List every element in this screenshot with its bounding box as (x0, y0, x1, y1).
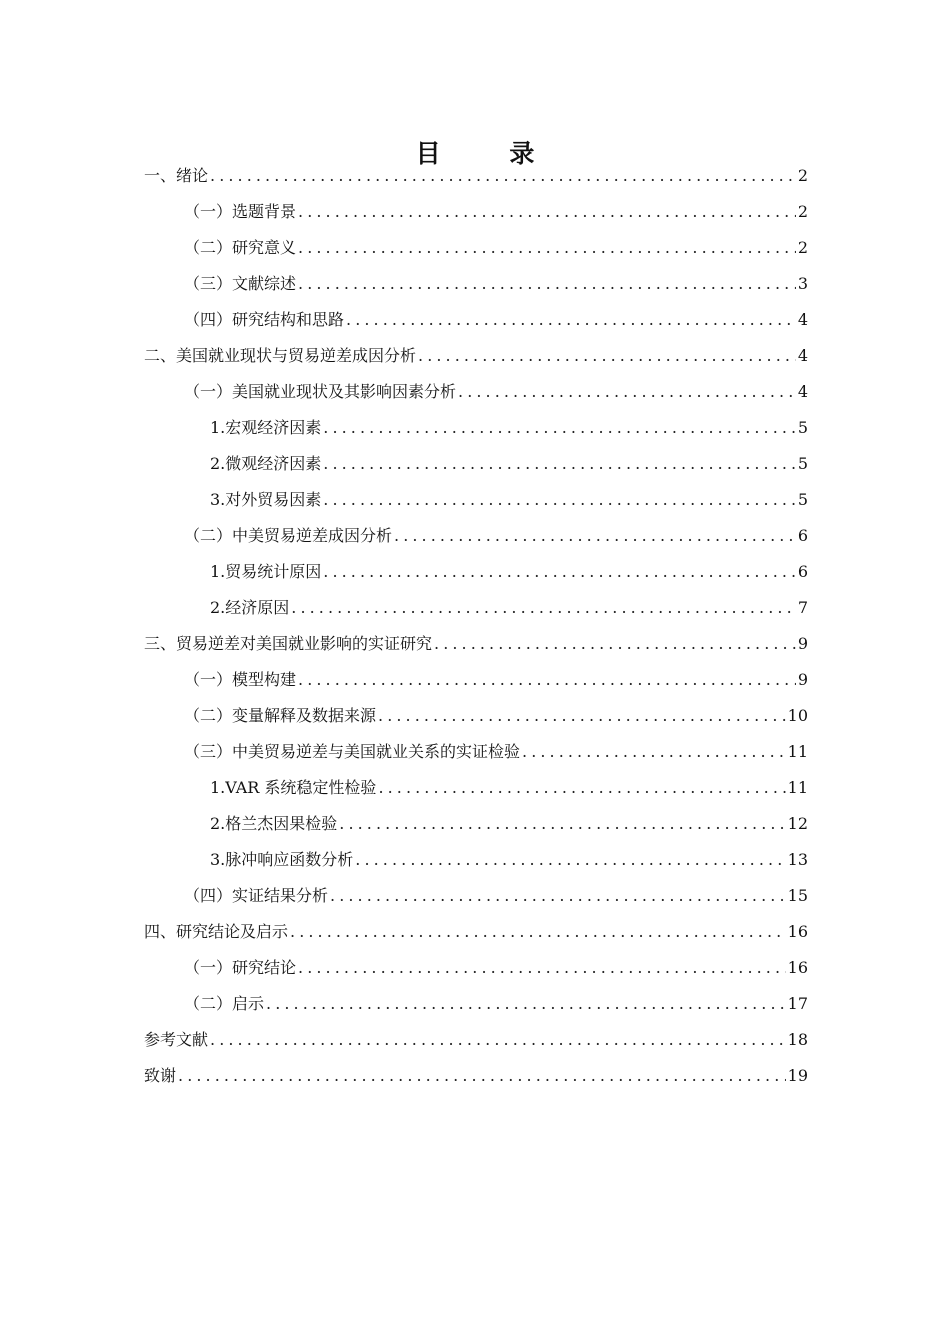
toc-entry-page-number: 12 (787, 814, 808, 833)
toc-entry-page-number: 3 (797, 274, 808, 293)
toc-entry-page-number: 10 (787, 706, 808, 725)
toc-entry-page-number: 2 (797, 166, 808, 185)
toc-entry-title: （一）选题背景 (184, 202, 297, 221)
toc-entry-page-number: 15 (787, 886, 808, 905)
toc-entry[interactable] (144, 302, 808, 338)
toc-entry[interactable] (144, 1022, 808, 1058)
toc-entry[interactable] (144, 770, 808, 806)
toc-dot-leader (291, 598, 796, 618)
toc-entry-title: （二）变量解释及数据来源 (184, 706, 377, 725)
toc-entry-page-number: 11 (787, 742, 808, 761)
toc-dot-leader (323, 454, 796, 474)
toc-entry-page-number: 9 (797, 634, 808, 653)
toc-dot-leader (323, 562, 796, 582)
toc-entry-page-number: 5 (797, 490, 808, 509)
toc-dot-leader (339, 814, 785, 834)
toc-dot-leader (378, 706, 786, 726)
toc-entry[interactable] (144, 266, 808, 302)
toc-entry[interactable] (144, 446, 808, 482)
toc-dot-leader (418, 346, 796, 366)
toc-entry-page-number: 5 (797, 454, 808, 473)
toc-entry[interactable] (144, 338, 808, 374)
toc-title: 目 录 (415, 139, 565, 168)
toc-entry[interactable] (144, 806, 808, 842)
toc-entry-page-number: 11 (787, 778, 808, 797)
toc-entry[interactable] (144, 662, 808, 698)
toc-entry-page-number: 4 (797, 310, 808, 329)
toc-entry-title: 1.贸易统计原因 (210, 562, 322, 581)
toc-entry[interactable] (144, 986, 808, 1022)
toc-entry-page-number: 18 (787, 1030, 808, 1049)
toc-entry-title: （一）模型构建 (184, 670, 297, 689)
toc-entry-title: 致谢 (144, 1066, 177, 1085)
toc-entry[interactable] (144, 698, 808, 734)
toc-entry[interactable] (144, 554, 808, 590)
toc-entry-title: 2.经济原因 (210, 598, 290, 617)
toc-entry[interactable] (144, 410, 808, 446)
toc-dot-leader (355, 850, 785, 870)
toc-dot-leader (210, 166, 796, 186)
toc-entry[interactable] (144, 230, 808, 266)
toc-entry-title: 1.VAR 系统稳定性检验 (210, 778, 377, 797)
toc-entry[interactable] (144, 842, 808, 878)
toc-entry-page-number: 6 (797, 562, 808, 581)
toc-dot-leader (378, 778, 785, 798)
toc-entry[interactable] (144, 914, 808, 950)
toc-dot-leader (266, 994, 786, 1014)
toc-entry[interactable] (144, 194, 808, 230)
toc-entry-page-number: 5 (797, 418, 808, 437)
toc-entry-title: 参考文献 (144, 1030, 209, 1049)
toc-entry-title: （一）研究结论 (184, 958, 297, 977)
toc-entry[interactable] (144, 482, 808, 518)
toc-entry-title: 三、贸易逆差对美国就业影响的实证研究 (144, 634, 433, 653)
toc-entry-title: （一）美国就业现状及其影响因素分析 (184, 382, 457, 401)
toc-entry[interactable] (144, 734, 808, 770)
toc-entry-title: （二）研究意义 (184, 238, 297, 257)
toc-entry[interactable] (144, 374, 808, 410)
toc-entry[interactable] (144, 158, 808, 194)
toc-entry[interactable] (144, 1058, 808, 1094)
toc-entry-title: 2.微观经济因素 (210, 454, 322, 473)
toc-dot-leader (522, 742, 786, 762)
toc-entry-title: （三）中美贸易逆差与美国就业关系的实证检验 (184, 742, 521, 761)
toc-entry-page-number: 6 (797, 526, 808, 545)
toc-entry-page-number: 4 (797, 346, 808, 365)
toc-entry-title: 1.宏观经济因素 (210, 418, 322, 437)
toc-entry-title: （四）实证结果分析 (184, 886, 329, 905)
toc-dot-leader (434, 634, 796, 654)
toc-entry-title: （四）研究结构和思路 (184, 310, 345, 329)
toc-dot-leader (298, 958, 786, 978)
toc-dot-leader (210, 1030, 786, 1050)
toc-entry-page-number: 16 (787, 922, 808, 941)
toc-entry-title: 四、研究结论及启示 (144, 922, 289, 941)
toc-dot-leader (290, 922, 786, 942)
toc-dot-leader (178, 1066, 786, 1086)
toc-entry[interactable] (144, 950, 808, 986)
toc-dot-leader (298, 670, 796, 690)
toc-entry[interactable] (144, 518, 808, 554)
toc-dot-leader (298, 202, 796, 222)
toc-entry-title: 一、绪论 (144, 166, 209, 185)
toc-dot-leader (330, 886, 786, 906)
toc-entry-page-number: 9 (797, 670, 808, 689)
toc-entry-title: 二、美国就业现状与贸易逆差成因分析 (144, 346, 417, 365)
toc-entry[interactable] (144, 878, 808, 914)
toc-entry-page-number: 2 (797, 238, 808, 257)
toc-entry-page-number: 4 (797, 382, 808, 401)
toc-entry-title: （二）中美贸易逆差成因分析 (184, 526, 393, 545)
toc-dot-leader (394, 526, 796, 546)
toc-entry-title: 2.格兰杰因果检验 (210, 814, 338, 833)
toc-dot-leader (323, 418, 796, 438)
toc-entry-title: （三）文献综述 (184, 274, 297, 293)
toc-dot-leader (346, 310, 796, 330)
toc-entry[interactable] (144, 590, 808, 626)
toc-entry-title: （二）启示 (184, 994, 265, 1013)
toc-entry-page-number: 7 (797, 598, 808, 617)
toc-entry-page-number: 13 (787, 850, 808, 869)
toc-list (144, 158, 808, 1094)
toc-entry-page-number: 17 (787, 994, 808, 1013)
toc-entry-page-number: 2 (797, 202, 808, 221)
toc-dot-leader (298, 238, 796, 258)
toc-entry-page-number: 19 (787, 1066, 808, 1085)
toc-entry[interactable] (144, 626, 808, 662)
toc-dot-leader (298, 274, 796, 294)
toc-entry-page-number: 16 (787, 958, 808, 977)
toc-entry-title: 3.脉冲响应函数分析 (210, 850, 354, 869)
toc-entry-title: 3.对外贸易因素 (210, 490, 322, 509)
toc-dot-leader (458, 382, 796, 402)
toc-dot-leader (323, 490, 796, 510)
